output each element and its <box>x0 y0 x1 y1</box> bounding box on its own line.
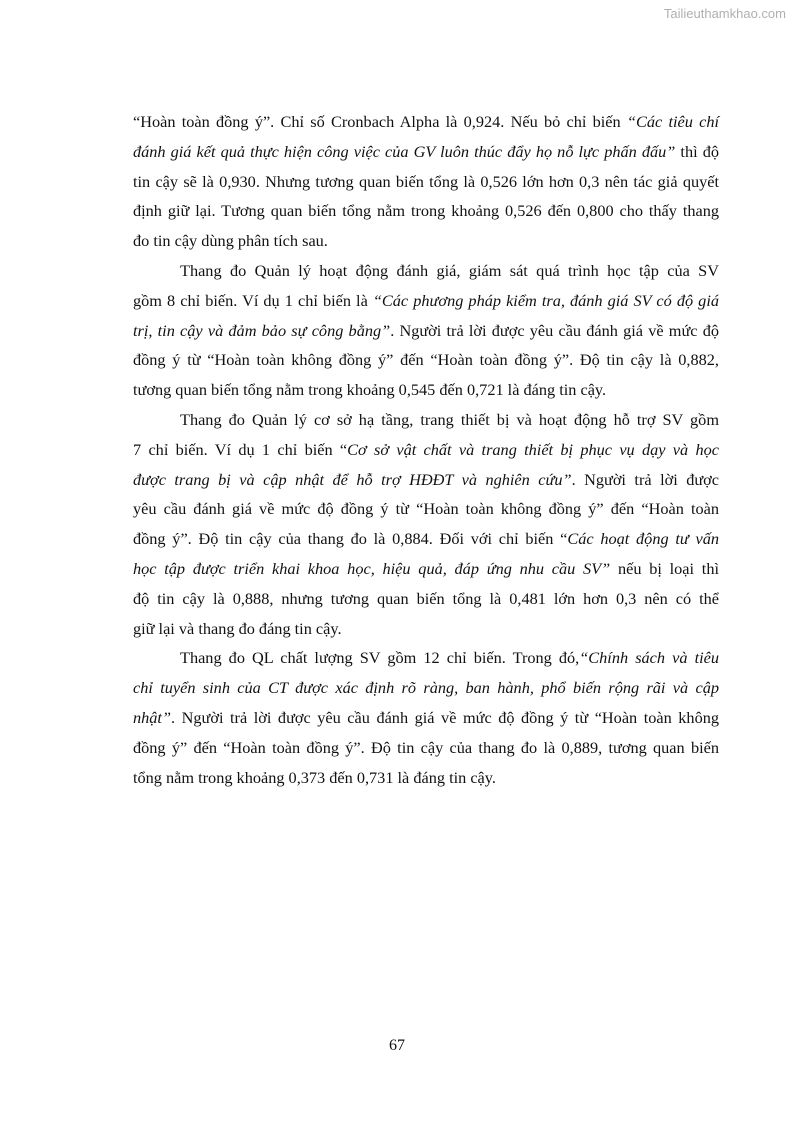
text-line <box>133 375 719 405</box>
text-segment: Thang đo Quản lý hoạt động đánh giá, giám sát quá trình học tập của SV <box>180 260 719 280</box>
watermark: Tailieuthamkhao.com <box>663 6 786 21</box>
text-line <box>133 345 719 375</box>
paragraph <box>133 405 719 643</box>
italic-quote: Các hoạt động tư vấn <box>567 529 719 549</box>
italic-quote: được trang bị và cập nhật để hỗ trợ HĐĐT và nghiên cứu” <box>133 469 572 489</box>
text-segment: . Người trả lời được <box>571 469 719 489</box>
text-line <box>133 316 719 346</box>
text-line <box>133 286 719 316</box>
text-line <box>133 703 719 733</box>
italic-quote: chỉ tuyển sinh của CT được xác định rõ ràng, ban hành, phổ biến rộng rãi và cập <box>133 678 719 698</box>
paragraph <box>133 256 719 405</box>
text-line <box>133 584 719 614</box>
text-segment: nếu bị loại thì <box>610 558 719 578</box>
text-line <box>133 196 719 226</box>
text-segment: . Người trả lời được yêu cầu đánh giá về mức độ đồng ý từ “Hoàn toàn không <box>171 707 719 727</box>
text-segment: . Người trả lời được yêu cầu đánh giá về mức độ <box>390 320 719 340</box>
text-segment: “Hoàn toàn đồng ý”. Chỉ số Cronbach Alpha là 0,924. Nếu bỏ chỉ biến <box>133 112 627 131</box>
text-segment: 7 chỉ biến. Ví dụ 1 chỉ biến “ <box>133 439 348 459</box>
text-line <box>133 167 719 197</box>
italic-quote: đánh giá kết quả thực hiện công việc của GV luôn thúc đẩy họ nỗ lực phấn đấu” <box>133 141 676 161</box>
text-line <box>133 137 719 167</box>
italic-quote: Cơ sở vật chất và trang thiết bị phục vụ dạy và học <box>347 439 719 459</box>
italic-quote: trị, tin cậy và đảm bảo sự công bằng” <box>133 320 391 340</box>
paragraph <box>133 107 719 256</box>
italic-quote: “Các phương pháp kiểm tra, đánh giá SV có độ giá <box>372 290 719 310</box>
italic-quote: “Các tiêu chí <box>626 112 719 131</box>
italic-quote: học tập được triển khai khoa học, hiệu quả, đáp ứng nhu cầu SV” <box>133 558 611 578</box>
text-line <box>133 256 719 286</box>
text-segment: tương quan biến tổng nằm trong khoảng 0,545 đến 0,721 là đáng tin cậy. <box>133 380 607 400</box>
text-segment: gồm 8 chỉ biến. Ví dụ 1 chỉ biến là <box>133 290 373 310</box>
text-segment: yêu cầu đánh giá về mức độ đồng ý từ “Hoàn toàn không đồng ý” đến “Hoàn toàn <box>133 499 719 519</box>
text-line <box>133 107 719 137</box>
text-line <box>133 405 719 435</box>
text-segment: đồng ý” đến “Hoàn toàn đồng ý”. Độ tin cậy của thang đo là 0,889, tương quan biến <box>133 737 719 757</box>
document-body <box>133 107 719 792</box>
text-line <box>133 643 719 673</box>
text-line <box>133 226 719 256</box>
paragraph <box>133 643 719 792</box>
text-line <box>133 763 719 793</box>
text-line <box>133 673 719 703</box>
italic-quote: “Chính sách và tiêu <box>579 648 719 668</box>
text-segment: Thang đo Quản lý cơ sở hạ tầng, trang thiết bị và hoạt động hỗ trợ SV gồm <box>180 409 719 429</box>
text-segment: đo tin cậy dùng phân tích sau. <box>133 231 328 251</box>
text-segment: tổng nằm trong khoảng 0,373 đến 0,731 là đáng tin cậy. <box>133 767 496 787</box>
text-segment: đồng ý”. Độ tin cậy của thang đo là 0,884. Đối với chỉ biến “ <box>133 529 568 549</box>
text-line <box>133 435 719 465</box>
text-line <box>133 554 719 584</box>
text-segment: độ tin cậy là 0,888, nhưng tương quan biến tổng là 0,481 lớn hơn 0,3 nên có thể <box>133 588 719 608</box>
text-line <box>133 465 719 495</box>
text-segment: đồng ý từ “Hoàn toàn không đồng ý” đến “Hoàn toàn đồng ý”. Độ tin cậy là 0,882, <box>133 350 719 370</box>
text-segment: tin cậy sẽ là 0,930. Nhưng tương quan biến tổng là 0,526 lớn hơn 0,3 nên tác giả quyết <box>133 171 719 191</box>
text-segment: Thang đo QL chất lượng SV gồm 12 chỉ biến. Trong đó, <box>180 648 580 668</box>
text-line <box>133 733 719 763</box>
text-segment: định giữ lại. Tương quan biến tổng nằm trong khoảng 0,526 đến 0,800 cho thấy thang <box>133 201 719 221</box>
text-line <box>133 524 719 554</box>
text-segment: thì độ <box>675 141 719 161</box>
page-number: 67 <box>389 1037 405 1054</box>
text-line <box>133 494 719 524</box>
text-line <box>133 614 719 644</box>
text-segment: giữ lại và thang đo đáng tin cậy. <box>133 618 342 638</box>
italic-quote: nhật” <box>133 707 172 727</box>
